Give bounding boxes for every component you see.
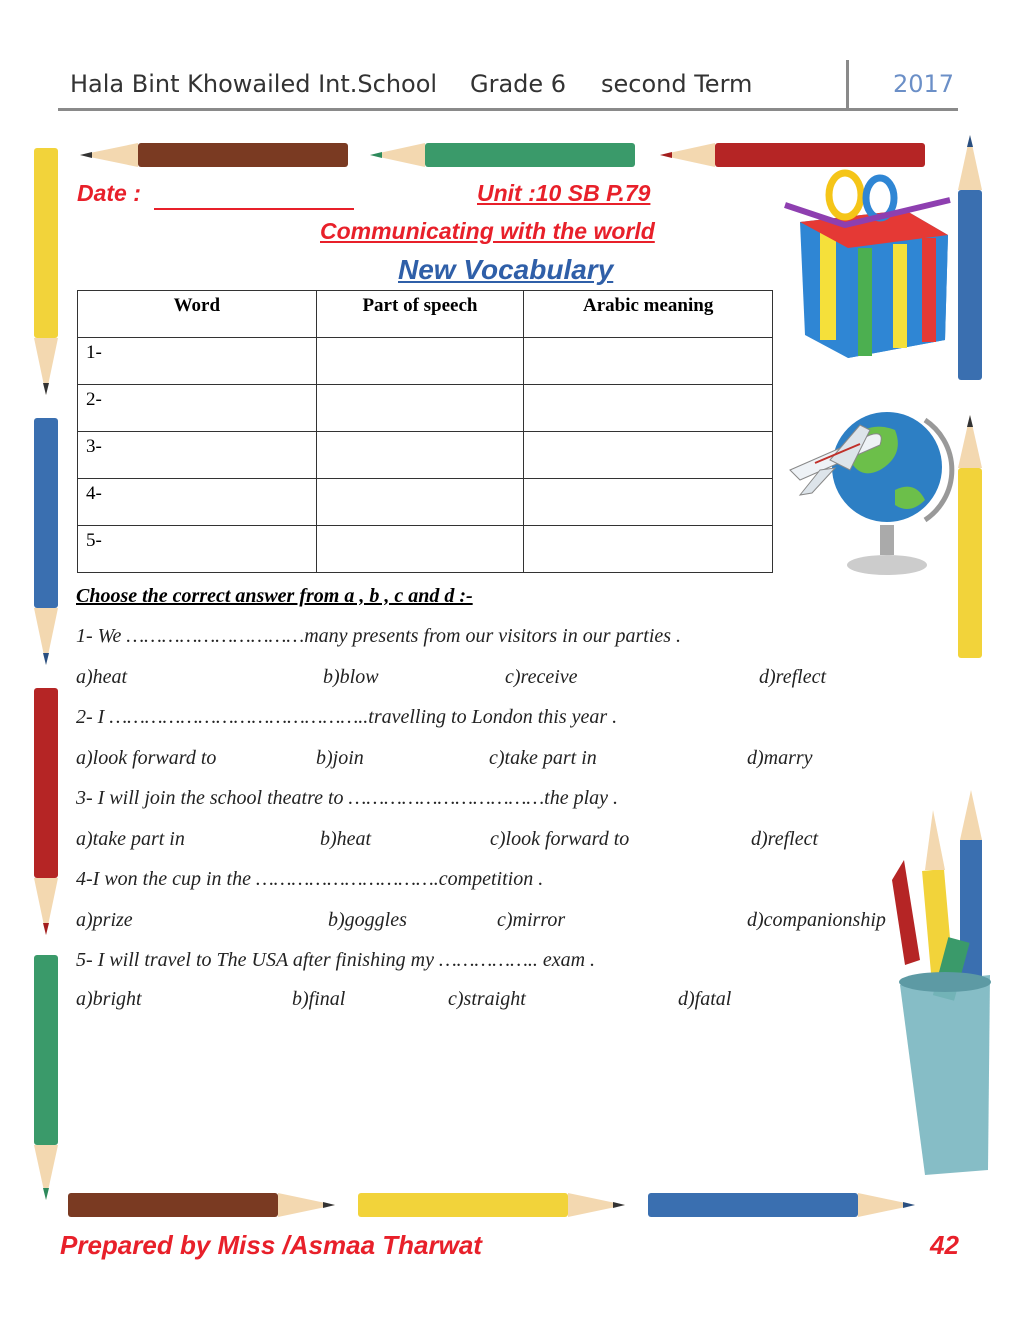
option-c[interactable]: c)straight [448, 988, 526, 1010]
date-label: Date : [77, 180, 141, 206]
option-d[interactable]: d)reflect [759, 666, 827, 688]
word-cell[interactable]: 2- [78, 385, 317, 432]
part-of-speech-cell[interactable] [316, 432, 524, 479]
table-header-row [78, 291, 773, 338]
pencil-left-green-icon [34, 955, 58, 1200]
pencil-top-green-icon [370, 143, 635, 167]
arabic-meaning-cell[interactable] [524, 385, 773, 432]
vocab-table [77, 290, 773, 573]
question-3: 3- I will join the school theatre to ……………………………the play . [76, 787, 619, 809]
pencil-left-blue-icon [34, 418, 58, 665]
col-header-word: Word [78, 291, 317, 338]
table-row [78, 526, 773, 573]
part-of-speech-cell[interactable] [316, 479, 524, 526]
option-b[interactable]: b)blow [323, 666, 379, 688]
question-1: 1- We …………………………many presents from our visitors in our parties . [76, 625, 682, 647]
option-a[interactable]: a)prize [76, 909, 133, 931]
pencil-bottom-brown-icon [68, 1193, 335, 1217]
question-5: 5- I will travel to The USA after finishing my …………….. exam . [76, 949, 596, 971]
pencil-cup-icon [892, 790, 991, 1175]
table-row [78, 338, 773, 385]
col-header-part-of-speech: Part of speech [316, 291, 524, 338]
vocab-heading: New Vocabulary [398, 254, 614, 285]
grade-label: Grade 6 [470, 70, 567, 98]
part-of-speech-cell[interactable] [316, 338, 524, 385]
option-a[interactable]: a)take part in [76, 828, 185, 850]
pencil-bottom-blue-icon [648, 1193, 915, 1217]
pencil-left-red-icon [34, 688, 58, 935]
arabic-meaning-cell[interactable] [524, 432, 773, 479]
table-row [78, 432, 773, 479]
topic-title: Communicating with the world [320, 218, 655, 244]
exercise-instruction: Choose the correct answer from a , b , c and d :- [76, 585, 473, 607]
option-d[interactable]: d)companionship [747, 909, 886, 931]
word-cell[interactable]: 3- [78, 432, 317, 479]
option-c[interactable]: c)take part in [489, 747, 597, 769]
option-d[interactable]: d)fatal [678, 988, 732, 1010]
col-header-arabic-meaning: Arabic meaning [524, 291, 773, 338]
pencil-right-blue-icon [958, 135, 982, 380]
globe-airplane-icon [790, 412, 952, 575]
pencil-bottom-yellow-icon [358, 1193, 625, 1217]
table-row [78, 479, 773, 526]
pencil-top-red-icon [660, 143, 925, 167]
page-number: 42 [930, 1230, 959, 1260]
option-b[interactable]: b)join [316, 747, 364, 769]
pencil-right-yellow-icon [958, 415, 982, 658]
prepared-by: Prepared by Miss /Asmaa Tharwat [60, 1230, 482, 1260]
word-cell[interactable]: 5- [78, 526, 317, 573]
word-cell[interactable]: 4- [78, 479, 317, 526]
table-row [78, 385, 773, 432]
arabic-meaning-cell[interactable] [524, 526, 773, 573]
gift-box-icon [785, 173, 950, 358]
option-c[interactable]: c)look forward to [490, 828, 630, 850]
option-b[interactable]: b)final [292, 988, 346, 1010]
school-name: Hala Bint Khowailed Int.School [70, 70, 438, 98]
option-d[interactable]: d)reflect [751, 828, 819, 850]
part-of-speech-cell[interactable] [316, 385, 524, 432]
option-b[interactable]: b)goggles [328, 909, 407, 931]
option-c[interactable]: c)mirror [497, 909, 566, 931]
option-b[interactable]: b)heat [320, 828, 372, 850]
option-d[interactable]: d)marry [747, 747, 813, 769]
option-a[interactable]: a)bright [76, 988, 142, 1010]
arabic-meaning-cell[interactable] [524, 479, 773, 526]
option-c[interactable]: c)receive [505, 666, 578, 688]
unit-label: Unit :10 SB P.79 [477, 180, 651, 206]
option-a[interactable]: a)heat [76, 666, 128, 688]
option-a[interactable]: a)look forward to [76, 747, 217, 769]
year-label: 2017 [893, 70, 955, 98]
question-4: 4-I won the cup in the ………………………….competition . [76, 868, 544, 890]
term-label: second Term [601, 70, 753, 98]
arabic-meaning-cell[interactable] [524, 338, 773, 385]
part-of-speech-cell[interactable] [316, 526, 524, 573]
question-2: 2- I ……………………………………..travelling to London this year . [76, 706, 618, 728]
pencil-left-yellow-icon [34, 148, 58, 395]
word-cell[interactable]: 1- [78, 338, 317, 385]
date-blank-line [154, 208, 354, 210]
pencil-top-brown-icon [80, 143, 348, 167]
